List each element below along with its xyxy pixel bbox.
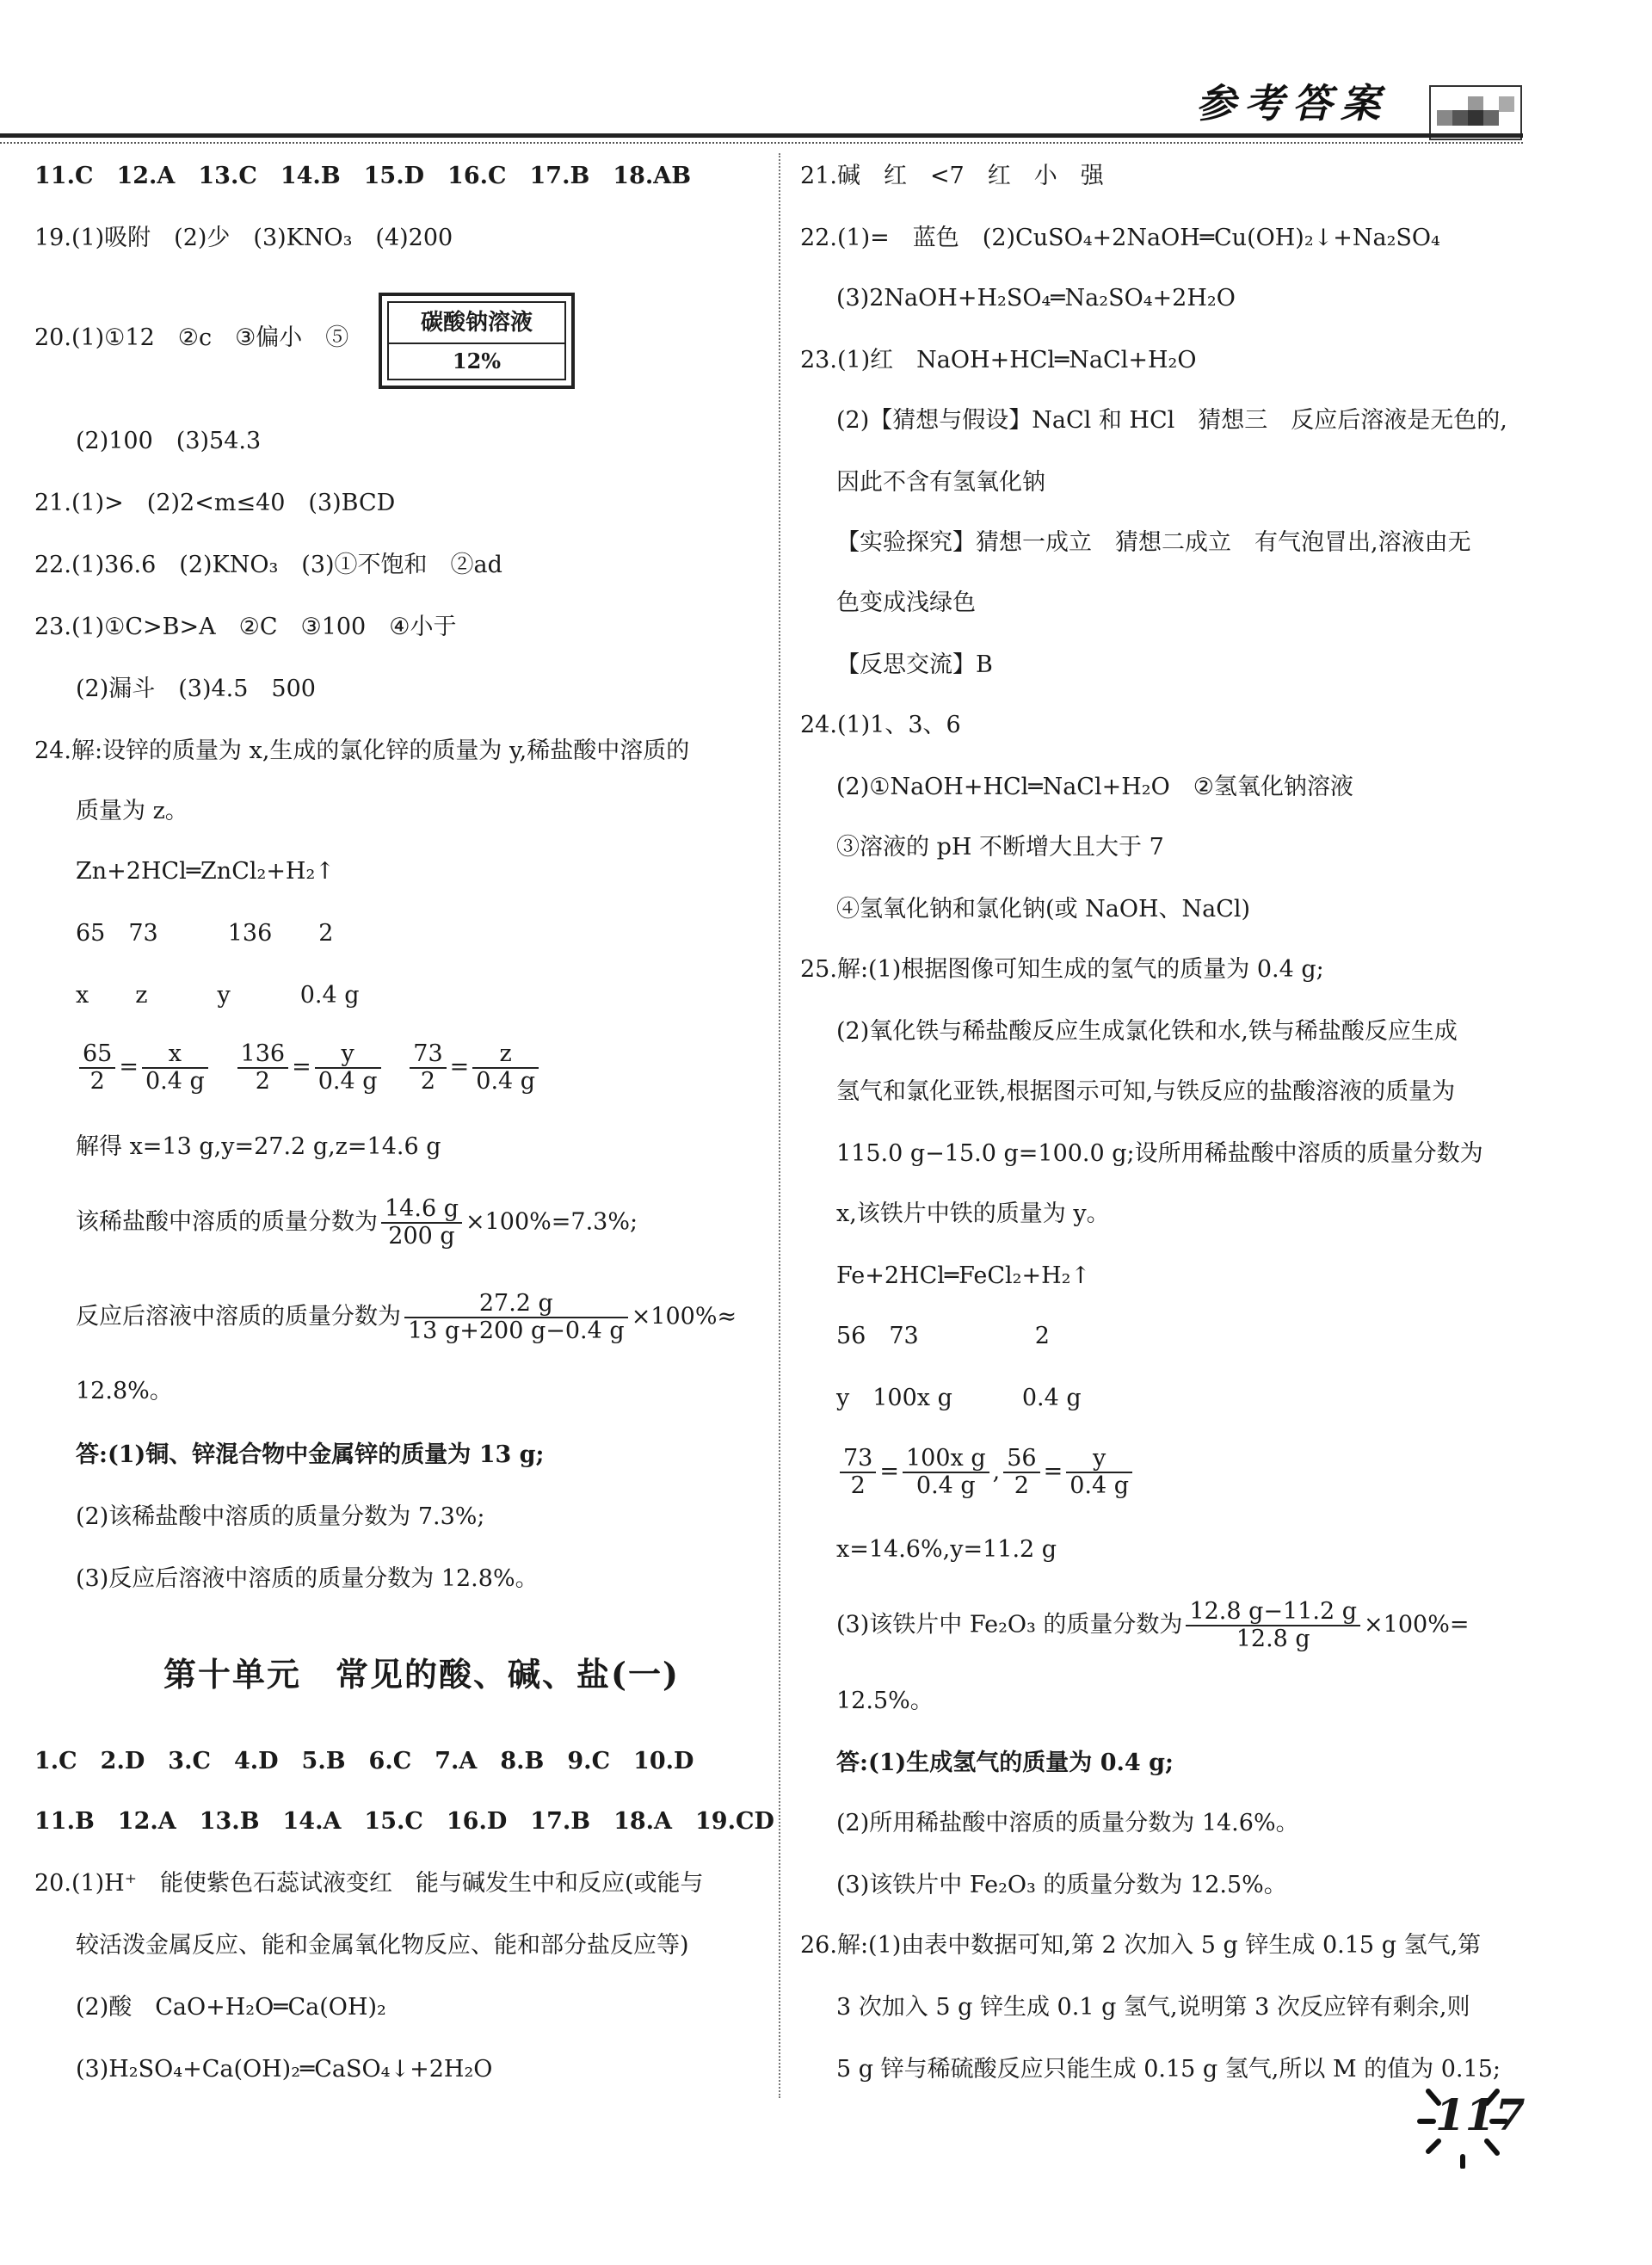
answer-line: 21.(1)> (2)2<m≤40 (3)BCD — [34, 490, 396, 516]
answer-line: 23.(1)①C>B>A ②C ③100 ④小于 — [34, 614, 457, 640]
answer-line: 3 次加入 5 g 锌生成 0.1 g 氢气,说明第 3 次反应锌有剩余,则 — [836, 1994, 1470, 2021]
page-number: 117 — [1435, 2089, 1526, 2140]
answer-line: 25.解:(1)根据图像可知生成的氢气的质量为 0.4 g; — [800, 956, 1324, 983]
answer-line: (2)漏斗 (3)4.5 500 — [76, 676, 316, 702]
answer-line: (2)100 (3)54.3 — [76, 428, 262, 454]
answer-line: 答:(1)生成氢气的质量为 0.4 g; — [836, 1750, 1174, 1776]
answer-line: 解得 x=13 g,y=27.2 g,z=14.6 g — [76, 1133, 441, 1160]
answer-line: 12.8%。 — [76, 1378, 173, 1404]
answer-line: 20.(1)①12 ②c ③偏小 ⑤ — [34, 324, 349, 351]
answer-line: 1.C 2.D 3.C 4.D 5.B 6.C 7.A 8.B 9.C 10.D — [34, 1748, 694, 1774]
label-box — [379, 293, 575, 389]
fraction-line: 该稀盐酸中溶质的质量分数为 $\frac{14.6 g}{200 g}$ ×100%=7.3%; — [76, 1195, 638, 1250]
column-divider — [779, 153, 780, 2098]
answer-line: 22.(1)= 蓝色 (2)CuSO₄+2NaOH═Cu(OH)₂↓+Na₂SO₄ — [800, 225, 1440, 251]
answer-line: 21.碱 红 <7 红 小 强 — [800, 163, 1104, 189]
answer-line: 质量为 z。 — [76, 798, 188, 824]
label-box-value: 12% — [452, 349, 502, 373]
equation-line: x z y 0.4 g — [76, 982, 360, 1009]
answer-line: 20.(1)H⁺ 能使紫色石蕊试液变红 能与碱发生中和反应(或能与 — [34, 1870, 704, 1897]
fraction-line: 反应后溶液中溶质的质量分数为 $\frac{27.2 g}{13 g+200 g-0.4 g}$ ×100%≈ — [76, 1290, 737, 1344]
header-title: 参考答案 — [1196, 80, 1389, 127]
answer-line: 115.0 g−15.0 g=100.0 g;设所用稀盐酸中溶质的质量分数为 — [836, 1140, 1483, 1167]
answer-line: ④氢氧化钠和氯化钠(或 NaOH、NaCl) — [836, 896, 1251, 923]
answer-line: (3)该铁片中 Fe₂O₃ 的质量分数为 12.5%。 — [836, 1872, 1287, 1898]
equation-line: Fe+2HCl═FeCl₂+H₂↑ — [836, 1262, 1091, 1289]
fraction-line: $\frac{65}{2}$ = $\frac{x}{0.4 g}$ $\frac{136}{2}$ = $\frac{y}{0.4 g}$ $\frac{73}{2}$ = $\frac{z}{0.4 g}$ — [76, 1041, 542, 1095]
fraction-line: $\frac{73}{2}$ = $\frac{\text{100x g}}{0.4 g}$ , $\frac{56}{2}$ = $\frac{y}{0.4 g}$ — [836, 1446, 1136, 1499]
answer-line: 色变成浅绿色 — [836, 589, 976, 616]
answer-line: 5 g 锌与稀硫酸反应只能生成 0.15 g 氢气,所以 M 的值为 0.15; — [836, 2056, 1501, 2083]
answer-line: 【反思交流】B — [836, 651, 993, 678]
label-box-title: 碳酸钠溶液 — [389, 303, 564, 344]
answer-line: (3)反应后溶液中溶质的质量分数为 12.8%。 — [76, 1565, 539, 1592]
answer-line: 24.解:设锌的质量为 x,生成的氯化锌的质量为 y,稀盐酸中溶质的 — [34, 738, 690, 764]
answer-line: (2)氧化铁与稀盐酸反应生成氯化铁和水,铁与稀盐酸反应生成 — [836, 1018, 1458, 1045]
answer-line: 较活泼金属反应、能和金属氧化物反应、能和部分盐反应等) — [76, 1932, 689, 1959]
answer-line: 26.解:(1)由表中数据可知,第 2 次加入 5 g 锌生成 0.15 g 氢气,第 — [800, 1932, 1482, 1959]
answer-line: (2)该稀盐酸中溶质的质量分数为 7.3%; — [76, 1503, 485, 1530]
answer-line: 答:(1)铜、锌混合物中金属锌的质量为 13 g; — [76, 1441, 545, 1468]
answer-line: 12.5%。 — [836, 1688, 934, 1714]
answer-line: 22.(1)36.6 (2)KNO₃ (3)①不饱和 ②ad — [34, 552, 502, 578]
answer-line: ③溶液的 pH 不断增大且大于 7 — [836, 834, 1164, 861]
answer-line: (3)H₂SO₄+Ca(OH)₂═CaSO₄↓+2H₂O — [76, 2056, 493, 2083]
answer-line: 11.B 12.A 13.B 14.A 15.C 16.D 17.B 18.A 19.CD — [34, 1808, 774, 1835]
answer-line: 23.(1)红 NaOH+HCl═NaCl+H₂O — [800, 347, 1197, 373]
answer-line: 19.(1)吸附 (2)少 (3)KNO₃ (4)200 — [34, 225, 453, 251]
answer-line: (2)酸 CaO+H₂O═Ca(OH)₂ — [76, 1994, 386, 2021]
equation-line: y 100x g 0.4 g — [836, 1385, 1082, 1411]
answer-line: x=14.6%,y=11.2 g — [836, 1536, 1057, 1563]
answer-line: 11.C 12.A 13.C 14.B 15.D 16.C 17.B 18.AB — [34, 163, 692, 189]
answer-line: 【实验探究】猜想一成立 猜想二成立 有气泡冒出,溶液由无 — [836, 529, 1471, 556]
answer-line: (2)①NaOH+HCl═NaCl+H₂O ②氢氧化钠溶液 — [836, 774, 1353, 800]
fraction-line: (3)该铁片中 Fe₂O₃ 的质量分数为 $\frac{12.8 g-11.2 g}{12.8 g}$ ×100%= — [836, 1598, 1470, 1652]
answer-line: (2)所用稀盐酸中溶质的质量分数为 14.6%。 — [836, 1810, 1299, 1836]
equation-line: 56 73 2 — [836, 1323, 1050, 1349]
answer-line: (2)【猜想与假设】NaCl 和 HCl 猜想三 反应后溶液是无色的, — [836, 407, 1507, 434]
answer-line: 氢气和氯化亚铁,根据图示可知,与铁反应的盐酸溶液的质量为 — [836, 1078, 1456, 1105]
answer-line: 因此不含有氢氧化钠 — [836, 469, 1045, 496]
unit-title: 第十单元 常见的酸、碱、盐(一) — [163, 1655, 680, 1694]
answer-line: (3)2NaOH+H₂SO₄═Na₂SO₄+2H₂O — [836, 285, 1236, 312]
equation-line: Zn+2HCl═ZnCl₂+H₂↑ — [76, 858, 335, 885]
answer-line: 24.(1)1、3、6 — [800, 712, 961, 738]
header-rule — [0, 133, 1523, 138]
equation-line: 65 73 136 2 — [76, 920, 334, 947]
answer-line: x,该铁片中铁的质量为 y。 — [836, 1200, 1110, 1227]
header-dotted-rule — [0, 142, 1523, 144]
